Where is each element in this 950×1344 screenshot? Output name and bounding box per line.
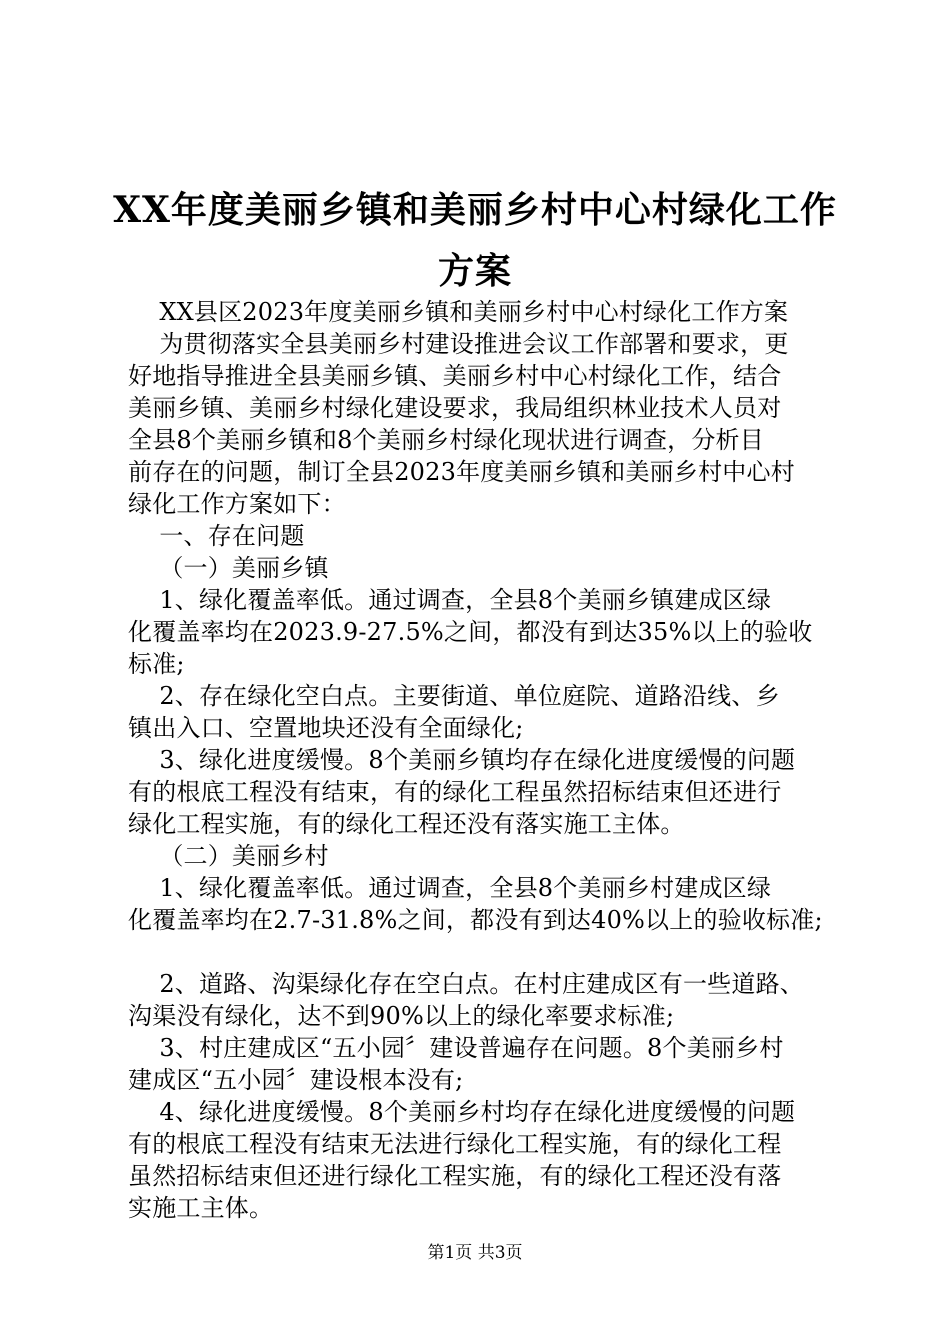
text-line: 建成区“五小园〞建设根本没有; xyxy=(128,1066,464,1094)
text-line: 绿化工程实施，有的绿化工程还没有落实施工主体。 xyxy=(128,810,685,838)
text-line: （二）美丽乡村 xyxy=(128,842,329,870)
text-line: 沟渠没有绿化，达不到90%以上的绿化率要求标准; xyxy=(128,1002,675,1030)
text-line: 绿化工作方案如下： xyxy=(128,490,346,518)
text-line: 镇出入口、空置地块还没有全面绿化; xyxy=(128,714,524,742)
text-line: 化覆盖率均在2.7-31.8%之间，都没有到达40%以上的验收标准; xyxy=(128,906,823,934)
text-line: 美丽乡镇、美丽乡村绿化建设要求，我局组织林业技术人员对 xyxy=(128,394,782,422)
text-line: 有的根底工程没有结束，有的绿化工程虽然招标结束但还进行 xyxy=(128,778,782,806)
text-line: 3、绿化进度缓慢。8个美丽乡镇均存在绿化进度缓慢的问题 xyxy=(128,746,796,774)
text-line: 2、道路、沟渠绿化存在空白点。在村庄建成区有一些道路、 xyxy=(128,970,804,998)
page-footer: 第1页 共3页 xyxy=(427,1243,523,1263)
text-line: 有的根底工程没有结束无法进行绿化工程实施，有的绿化工程 xyxy=(128,1130,782,1158)
text-line: 好地指导推进全县美丽乡镇、美丽乡村中心村绿化工作，结合 xyxy=(128,362,782,390)
text-line: 化覆盖率均在2023.9-27.5%之间，都没有到达35%以上的验收 xyxy=(128,618,813,646)
text-line: 标准; xyxy=(128,650,185,678)
text-line: 3、村庄建成区“五小园〞建设普遍存在问题。8个美丽乡村 xyxy=(128,1034,784,1062)
text-line: （一）美丽乡镇 xyxy=(128,554,329,582)
document-title-line-1: XX年度美丽乡镇和美丽乡村中心村绿化工作 xyxy=(113,189,837,231)
text-line: 1、绿化覆盖率低。通过调查，全县8个美丽乡村建成区绿 xyxy=(128,874,772,902)
text-line: 为贯彻落实全县美丽乡村建设推进会议工作部署和要求，更 xyxy=(128,330,789,358)
text-line: 2、存在绿化空白点。主要街道、单位庭院、道路沿线、乡 xyxy=(128,682,780,710)
text-line: 4、绿化进度缓慢。8个美丽乡村均存在绿化进度缓慢的问题 xyxy=(128,1098,796,1126)
text-line: 1、绿化覆盖率低。通过调查，全县8个美丽乡镇建成区绿 xyxy=(128,586,772,614)
text-line: 虽然招标结束但还进行绿化工程实施，有的绿化工程还没有落 xyxy=(128,1162,782,1190)
blank-line xyxy=(128,936,848,968)
text-line: 一、存在问题 xyxy=(128,522,305,550)
document-title-line-2: 方案 xyxy=(437,250,512,292)
text-line: 全县8个美丽乡镇和8个美丽乡村绿化现状进行调查，分析目 xyxy=(128,426,764,454)
text-line: 前存在的问题，制订全县2023年度美丽乡镇和美丽乡村中心村 xyxy=(128,458,795,486)
document-body xyxy=(128,296,848,1224)
text-line: 实施工主体。 xyxy=(128,1194,274,1222)
text-line: XX县区2023年度美丽乡镇和美丽乡村中心村绿化工作方案 xyxy=(128,298,789,326)
